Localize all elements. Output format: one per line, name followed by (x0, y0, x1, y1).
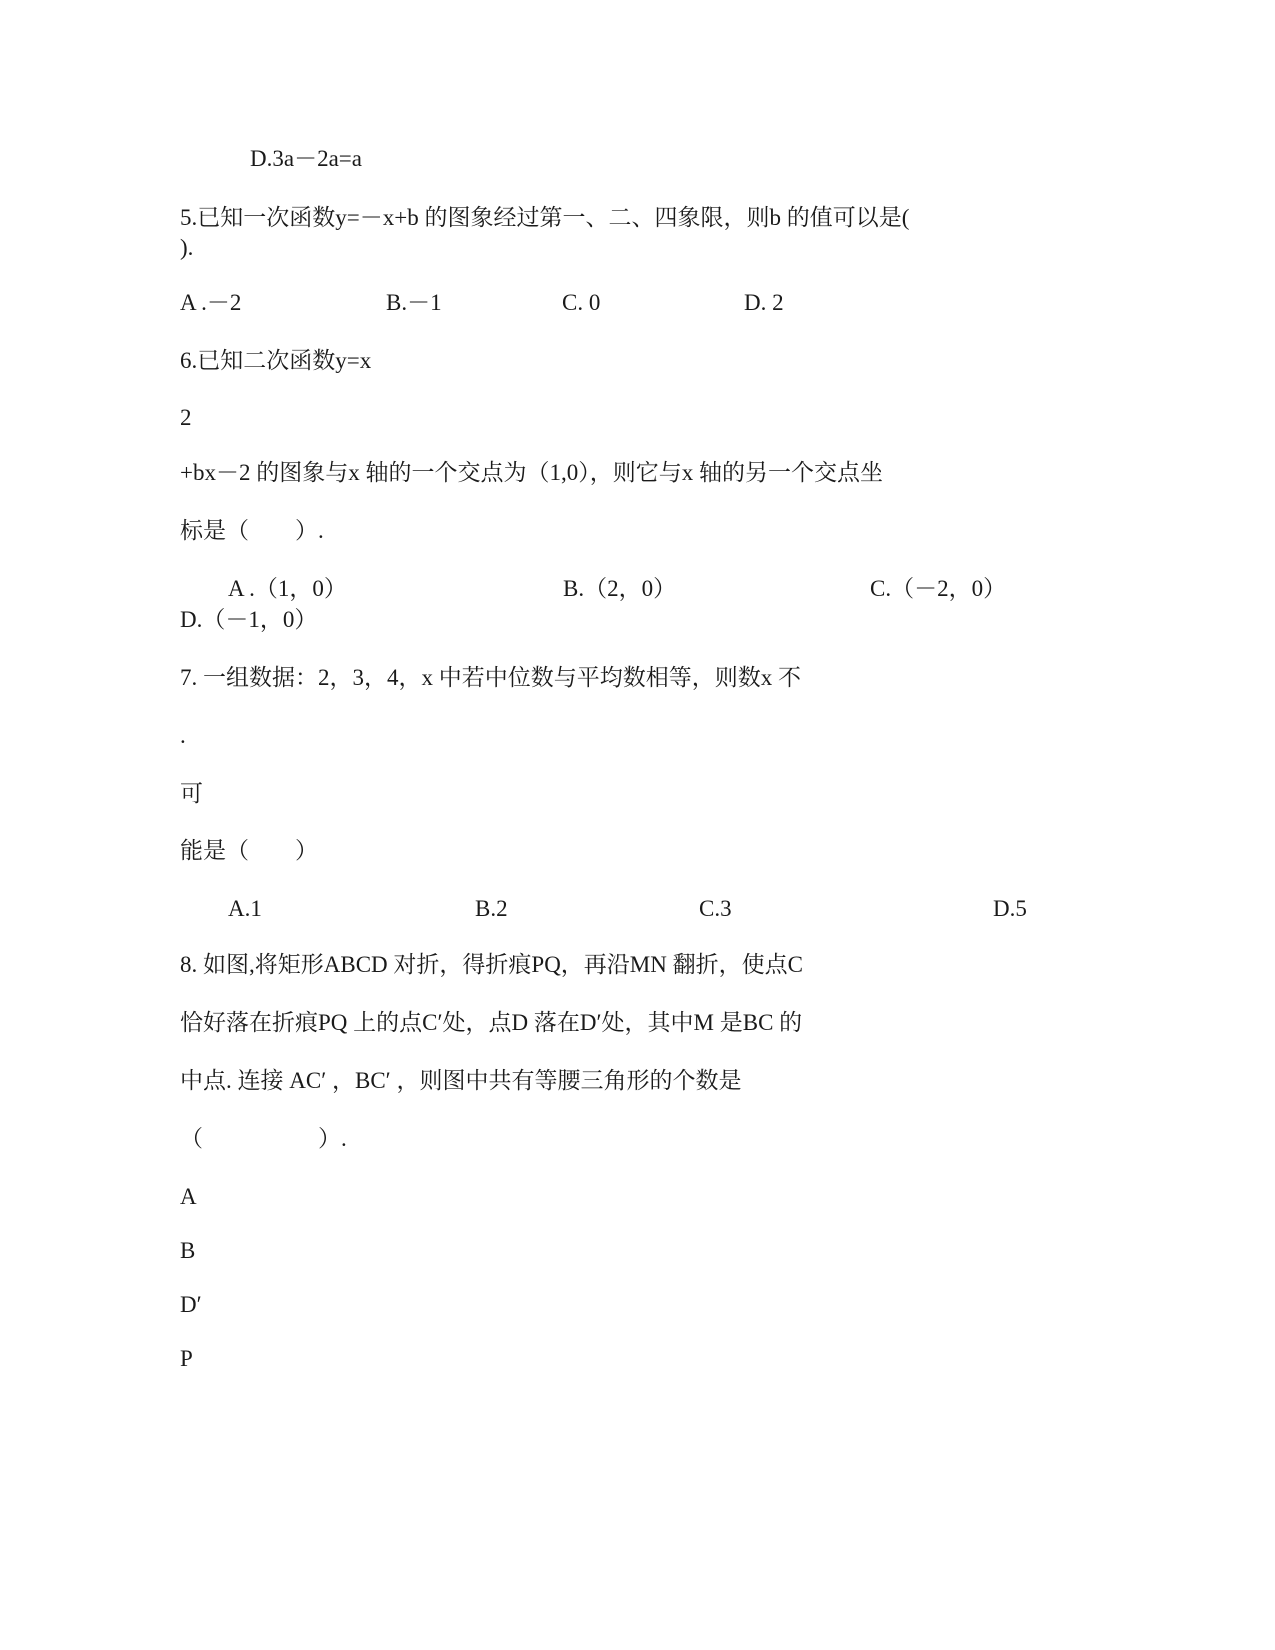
question-7-emphasis-dot: . (180, 723, 186, 748)
question-5-stem-line-1: 5.已知一次函数y=－x+b 的图象经过第一、二、四象限，则b 的值可以是( (180, 205, 910, 230)
figure-label-a: A (180, 1184, 197, 1209)
question-7-stem-line-3: 能是（ ） (180, 838, 318, 863)
question-5-option-a: A .－2 (180, 290, 242, 315)
question-8-stem-line-4: （ ）. (180, 1126, 347, 1151)
question-6-stem-line-2: +bx－2 的图象与x 轴的一个交点为（1,0），则它与x 轴的另一个交点坐 (180, 460, 883, 485)
question-7-option-a: A.1 (228, 896, 262, 921)
question-5-option-b: B.－1 (386, 290, 442, 315)
figure-label-b: B (180, 1238, 196, 1263)
question-6-option-a: A .（1，0） (228, 576, 347, 601)
question-8-stem-line-1: 8. 如图,将矩形ABCD 对折，得折痕PQ，再沿MN 翻折，使点C (180, 952, 803, 977)
question-7-option-b: B.2 (475, 896, 508, 921)
question-5-stem-line-2: ). (180, 235, 194, 260)
question-6-option-d: D.（－1，0） (180, 607, 318, 632)
question-4-option-d: D.3a－2a=a (250, 146, 362, 171)
question-6-option-b: B.（2，0） (563, 576, 677, 601)
question-6-option-c: C.（－2，0） (870, 576, 1007, 601)
question-8-stem-line-3: 中点. 连接 AC′ ，BC′ ，则图中共有等腰三角形的个数是 (180, 1068, 742, 1093)
question-6-exponent: 2 (180, 405, 192, 430)
question-5-option-d: D. 2 (744, 290, 784, 315)
question-8-stem-line-2: 恰好落在折痕PQ 上的点C′处，点D 落在D′处，其中M 是BC 的 (180, 1010, 803, 1035)
figure-label-d-prime: D′ (180, 1292, 202, 1317)
question-7-stem-line-2: 可 (180, 781, 203, 806)
question-7-stem-line-1: 7. 一组数据：2，3，4，x 中若中位数与平均数相等，则数x 不 (180, 665, 801, 690)
question-7-option-d: D.5 (993, 896, 1027, 921)
question-6-stem-line-1: 6.已知二次函数y=x (180, 348, 372, 373)
figure-label-p: P (180, 1346, 193, 1371)
question-7-option-c: C.3 (699, 896, 732, 921)
question-6-stem-line-3: 标是（ ）. (180, 518, 324, 543)
question-5-option-c: C. 0 (562, 290, 601, 315)
